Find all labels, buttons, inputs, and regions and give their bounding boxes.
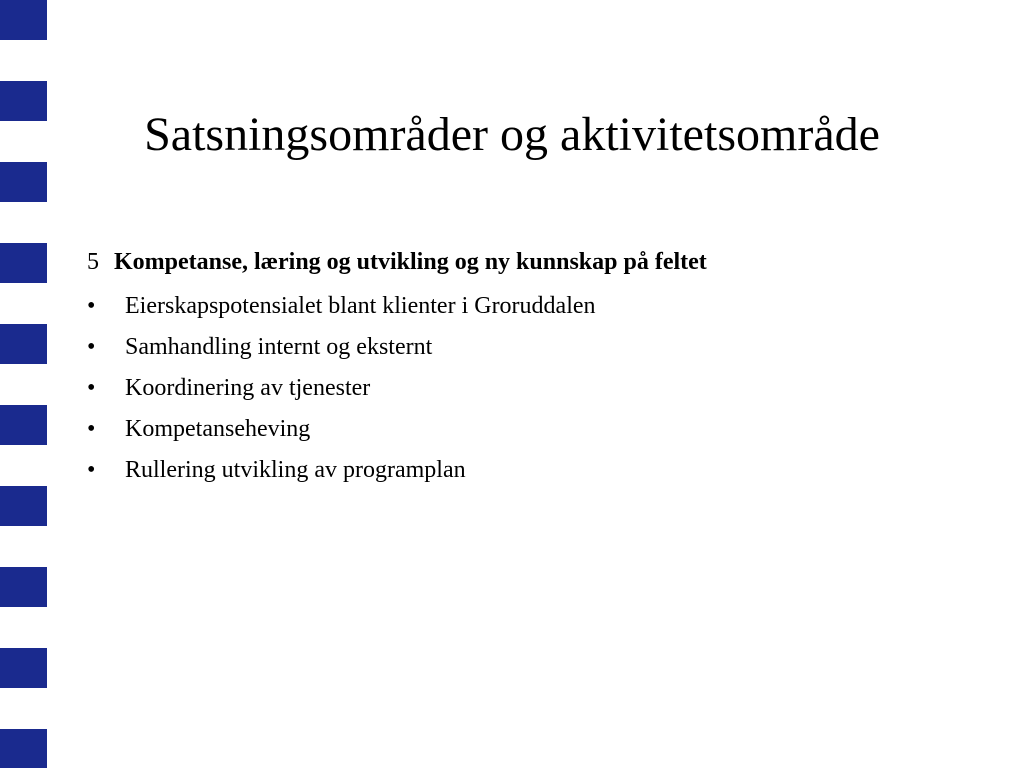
strip-block [0, 648, 47, 688]
strip-block [0, 405, 47, 445]
strip-block [0, 324, 47, 364]
strip-block [0, 243, 47, 283]
bullet-icon: • [87, 416, 96, 442]
list-item [87, 332, 596, 373]
strip-block [0, 162, 47, 202]
list-item [87, 455, 596, 496]
strip-block [0, 729, 47, 768]
bullet-icon: • [87, 293, 96, 319]
section-label: Kompetanse, læring og utvikling og ny kunnskap på feltet [114, 249, 707, 275]
list-item-text: Kompetanseheving [125, 416, 311, 442]
bullet-icon: • [87, 457, 96, 483]
slide-title: Satsningsområder og aktivitetsområde [144, 108, 880, 161]
list-item-text: Eierskapspotensialet blant klienter i Groruddalen [125, 293, 596, 319]
section-heading [87, 247, 707, 277]
strip-block [0, 0, 47, 40]
strip-block [0, 486, 47, 526]
list-item-text: Samhandling internt og eksternt [125, 334, 433, 360]
bullet-list [87, 291, 596, 496]
section-number: 5 [87, 249, 99, 275]
list-item [87, 414, 596, 455]
list-item [87, 373, 596, 414]
list-item [87, 291, 596, 332]
list-item-text: Koordinering av tjenester [125, 375, 371, 401]
bullet-icon: • [87, 334, 96, 360]
strip-block [0, 567, 47, 607]
bullet-icon: • [87, 375, 96, 401]
list-item-text: Rullering utvikling av programplan [125, 457, 466, 483]
